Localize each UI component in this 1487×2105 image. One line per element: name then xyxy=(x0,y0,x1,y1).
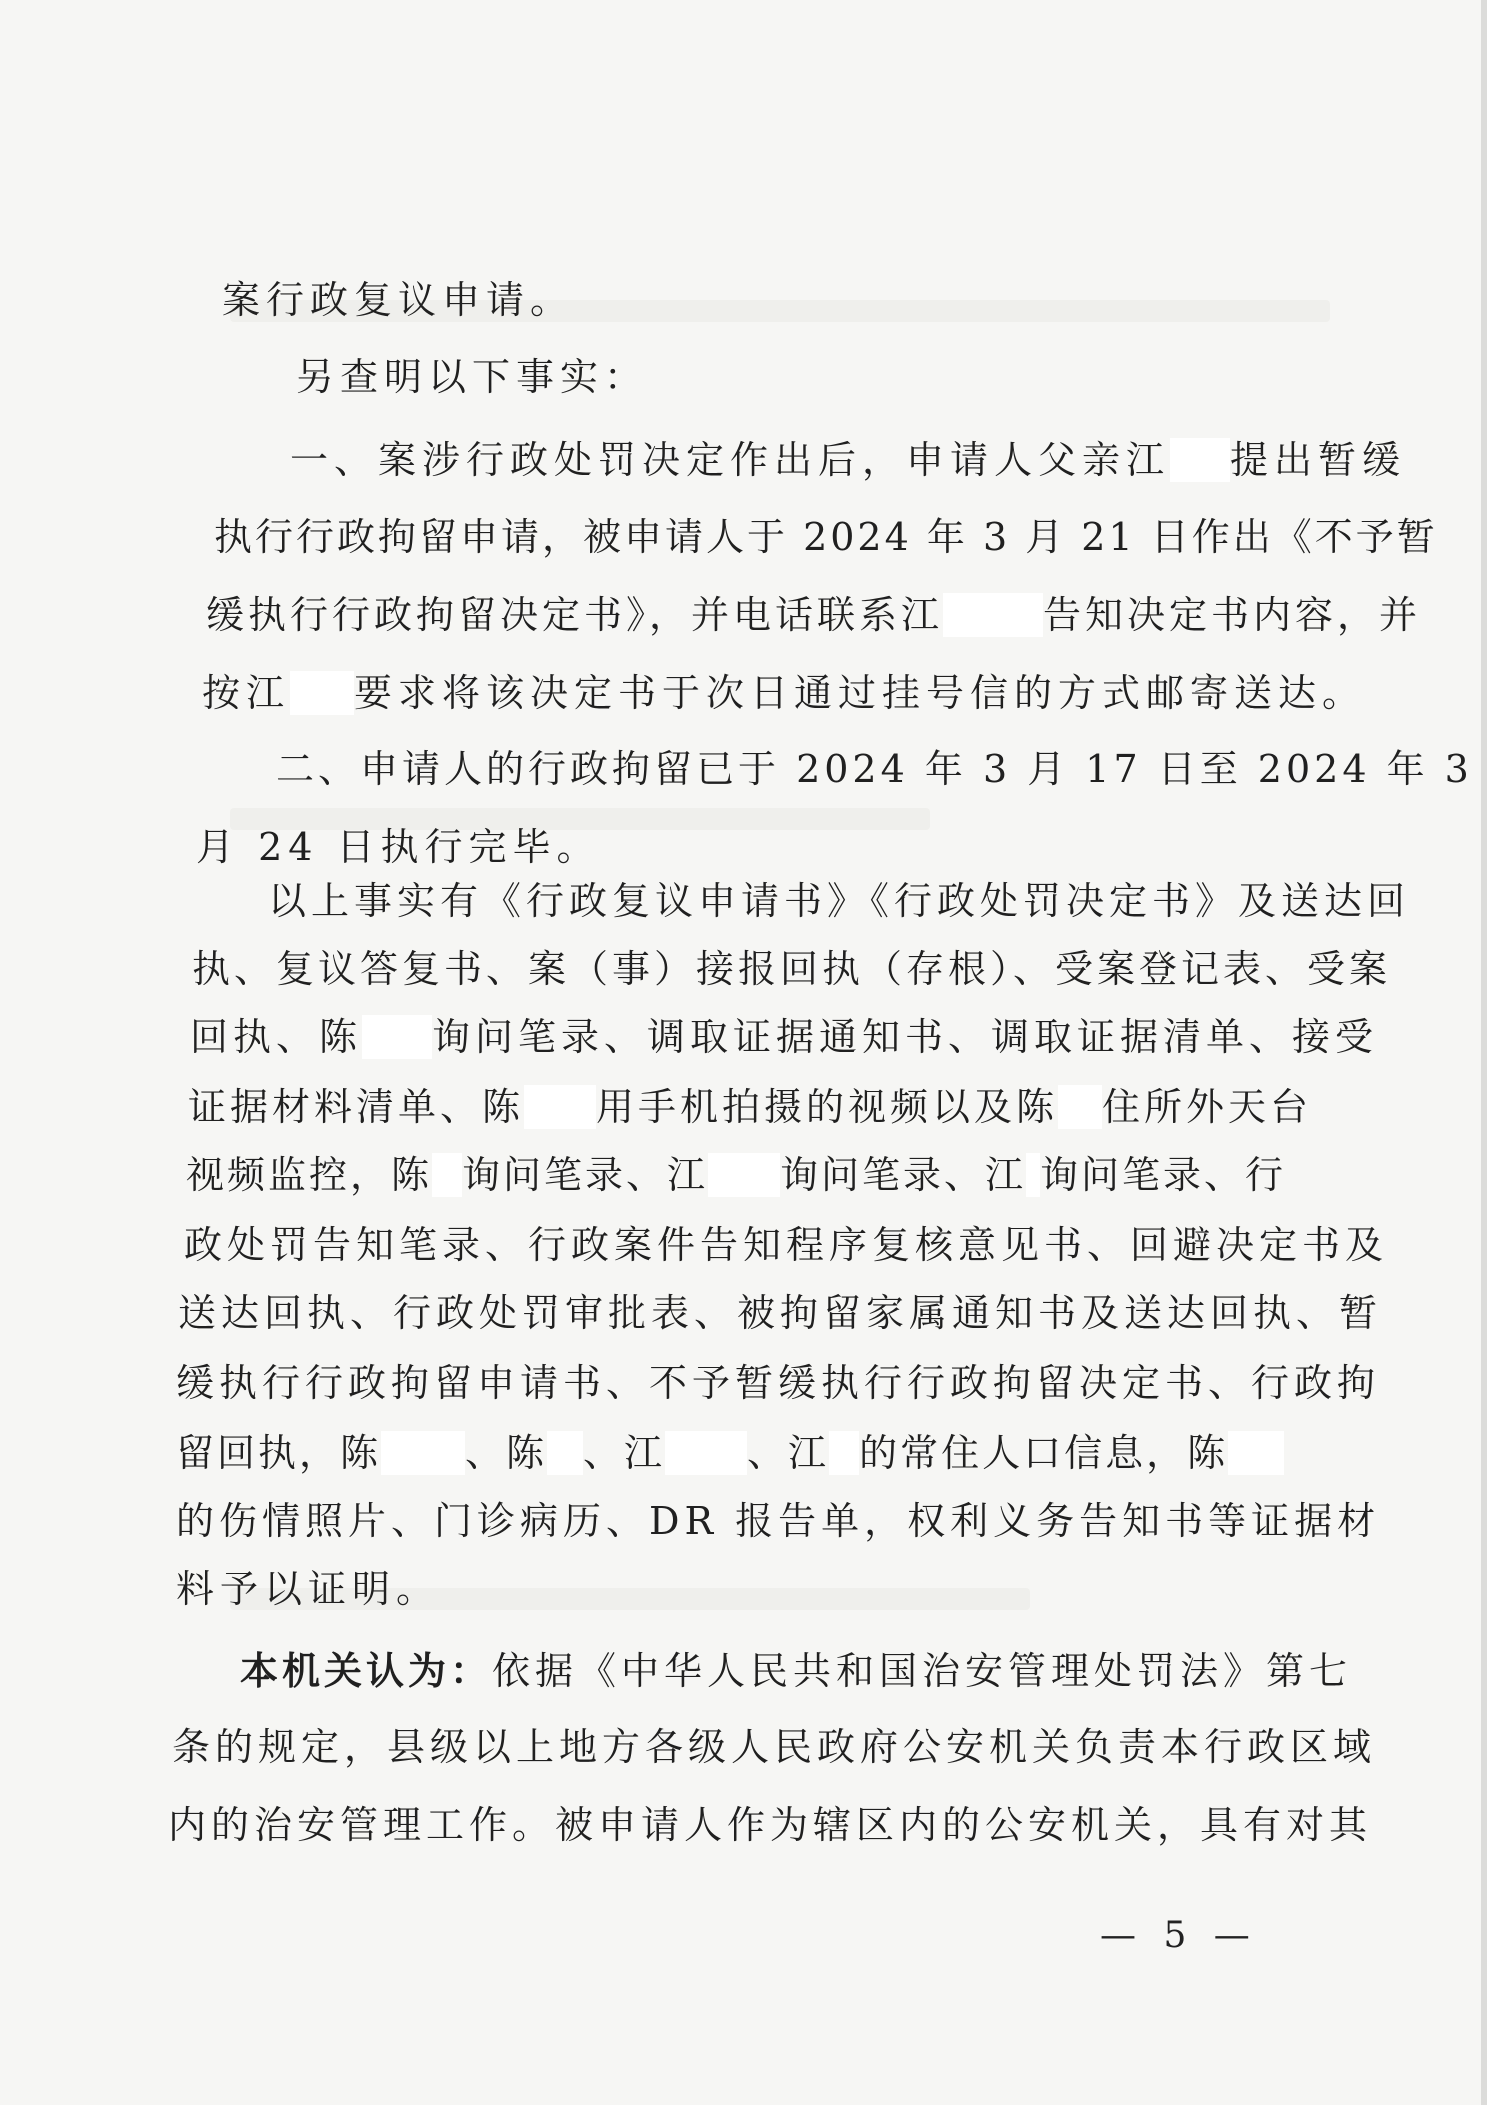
text-segment: 证据材料清单、陈 xyxy=(188,1085,525,1129)
text-segment: 、江 xyxy=(747,1431,830,1475)
text-segment: 回执、陈 xyxy=(190,1015,363,1059)
text-line xyxy=(186,1150,1286,1200)
text-line xyxy=(196,822,601,872)
scan-edge xyxy=(1481,0,1487,2105)
text-segment: 依据《中华人民共和国治安管理处罚法》第七 xyxy=(492,1649,1353,1693)
text-segment: 缓执行行政拘留决定书》，并电话联系江 xyxy=(206,593,944,637)
text-line xyxy=(192,944,1391,994)
text-line xyxy=(214,512,1438,562)
redaction-box xyxy=(943,593,1043,637)
text-segment: 案行政复议申请。 xyxy=(222,278,575,322)
redaction-box xyxy=(665,1431,747,1475)
text-line xyxy=(290,435,1406,485)
redaction-box xyxy=(708,1153,780,1197)
redaction-box xyxy=(829,1431,859,1475)
text-segment: 用手机拍摄的视频以及陈 xyxy=(596,1085,1059,1129)
text-segment: 的常住人口信息，陈 xyxy=(859,1431,1229,1475)
text-line xyxy=(222,275,574,325)
text-segment: 告知决定书内容，并 xyxy=(1043,593,1422,637)
redaction-box xyxy=(362,1015,432,1059)
text-line xyxy=(172,1722,1376,1772)
text-segment: 询问笔录、江 xyxy=(462,1153,709,1197)
text-segment: 视频监控，陈 xyxy=(186,1153,433,1197)
text-line xyxy=(168,1800,1372,1850)
text-segment: 执、复议答复书、案（事）接报回执（存根）、受案登记表、受案 xyxy=(192,947,1392,991)
text-segment: 询问笔录、调取证据通知书、调取证据清单、接受 xyxy=(432,1015,1379,1059)
text-segment: 的伤情照片、门诊病历、DR 报告单，权利义务告知书等证据材 xyxy=(176,1499,1381,1543)
text-line xyxy=(178,1288,1382,1338)
text-segment: 询问笔录、江 xyxy=(780,1153,1027,1197)
redaction-box xyxy=(381,1431,465,1475)
redaction-box xyxy=(547,1431,583,1475)
redaction-box xyxy=(1170,438,1230,482)
text-line xyxy=(268,876,1410,926)
text-segment: 按江 xyxy=(202,671,291,715)
text-line xyxy=(176,1428,1284,1478)
text-line xyxy=(176,1496,1380,1546)
text-segment: 内的治安管理工作。被申请人作为辖区内的公安机关，具有对其 xyxy=(168,1803,1373,1847)
conclusion-label: 本机关认为： xyxy=(240,1649,493,1693)
text-segment: 月 24 日执行完毕。 xyxy=(196,825,601,869)
text-segment: 二、申请人的行政拘留已于 2024 年 3 月 17 日至 2024 年 3 xyxy=(276,747,1473,791)
text-line xyxy=(206,590,1421,640)
text-segment: 、陈 xyxy=(465,1431,548,1475)
text-line xyxy=(176,1358,1380,1408)
redaction-box xyxy=(432,1153,462,1197)
text-line xyxy=(202,668,1366,718)
text-line xyxy=(176,1564,440,1614)
text-line xyxy=(240,1646,1352,1696)
text-segment: 料予以证明。 xyxy=(176,1567,441,1611)
text-segment: 以上事实有《行政复议申请书》《行政处罚决定书》及送达回 xyxy=(268,879,1411,923)
text-segment: 询问笔录、行 xyxy=(1040,1153,1287,1197)
text-line xyxy=(188,1082,1312,1132)
redaction-box xyxy=(524,1085,596,1129)
text-segment: 要求将该决定书于次日通过挂号信的方式邮寄送达。 xyxy=(354,671,1367,715)
text-segment: 提出暂缓 xyxy=(1230,438,1407,482)
text-segment: 住所外天台 xyxy=(1102,1085,1313,1129)
text-line xyxy=(184,1220,1388,1270)
text-segment: 另查明以下事实： xyxy=(296,355,649,399)
redaction-box xyxy=(1228,1431,1284,1475)
text-segment: 送达回执、行政处罚审批表、被拘留家属通知书及送达回执、暂 xyxy=(178,1291,1383,1335)
text-line xyxy=(296,352,648,402)
text-segment: 留回执，陈 xyxy=(176,1431,382,1475)
text-segment: 执行行政拘留申请，被申请人于 2024 年 3 月 21 日作出《不予暂 xyxy=(214,515,1438,559)
redaction-box xyxy=(1026,1153,1040,1197)
text-segment: 缓执行行政拘留申请书、不予暂缓执行行政拘留决定书、行政拘 xyxy=(176,1361,1381,1405)
text-segment: 政处罚告知笔录、行政案件告知程序复核意见书、回避决定书及 xyxy=(184,1223,1389,1267)
text-segment: 一、案涉行政处罚决定作出后，申请人父亲江 xyxy=(290,438,1171,482)
redaction-box xyxy=(290,671,354,715)
text-segment: 条的规定，县级以上地方各级人民政府公安机关负责本行政区域 xyxy=(172,1725,1377,1769)
text-line xyxy=(190,1012,1378,1062)
page-number: — 5 — xyxy=(1100,1915,1258,1956)
text-line xyxy=(276,744,1473,794)
text-segment: 、江 xyxy=(583,1431,666,1475)
redaction-box xyxy=(1058,1085,1102,1129)
